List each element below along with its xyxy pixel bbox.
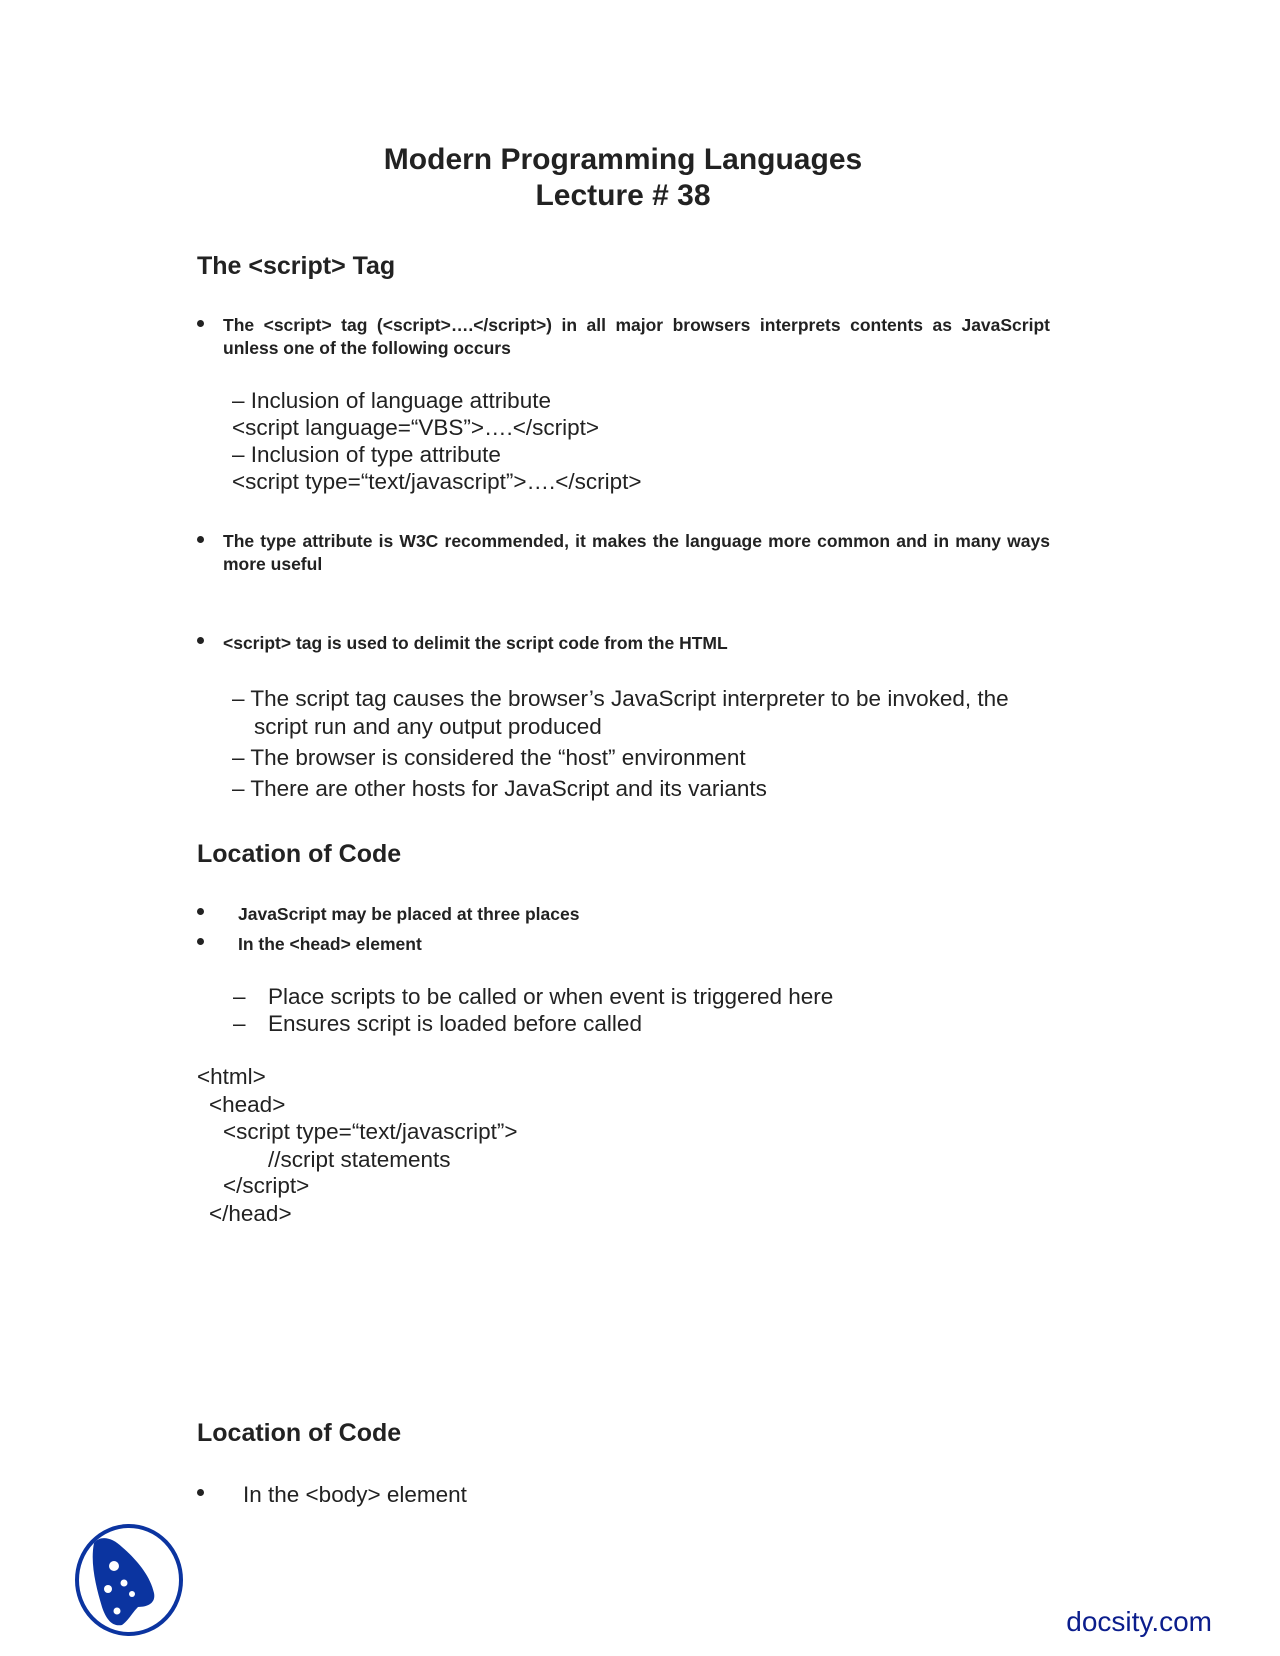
sub-item: – Inclusion of type attribute (232, 442, 501, 467)
sub-item: <script language=“VBS”>….</script> (232, 415, 600, 440)
code-line: <html> (197, 1064, 266, 1089)
section-heading: The <script> Tag (197, 252, 396, 280)
bullet-text: <script> tag is used to delimit the script code from the HTML (223, 633, 728, 653)
docsity-logo-icon (72, 1523, 186, 1637)
bullet-icon (197, 320, 204, 327)
code-line: </head> (209, 1201, 292, 1226)
bullet-icon (197, 908, 204, 915)
bullet-text: In the <body> element (243, 1482, 467, 1507)
sub-item: – The browser is considered the “host” environment (232, 745, 746, 770)
code-line: <head> (209, 1092, 286, 1117)
document-title: Modern Programming Languages (383, 143, 863, 176)
code-line: <script type=“text/javascript”> (223, 1119, 518, 1144)
code-line: //script statements (268, 1147, 451, 1172)
bullet-icon (197, 1489, 204, 1496)
dash: – (233, 984, 246, 1009)
dash: – (233, 1011, 246, 1036)
sub-item: Place scripts to be called or when event is triggered here (268, 984, 834, 1009)
sub-item: Ensures script is loaded before called (268, 1011, 642, 1036)
section-heading: Location of Code (197, 1419, 402, 1447)
sub-item: – Inclusion of language attribute (232, 388, 551, 413)
bullet-text: The type attribute is W3C recommended, it makes the language more common and in many ways more useful (223, 531, 1050, 574)
sub-item: <script type=“text/javascript”>….</script> (232, 469, 642, 494)
sub-item: – The script tag causes the browser’s JavaScript interpreter to be invoked, the (232, 686, 1009, 711)
section-heading: Location of Code (197, 840, 402, 868)
bullet-text: JavaScript may be placed at three places (238, 904, 580, 924)
sub-item: – There are other hosts for JavaScript and its variants (232, 776, 767, 801)
docsity-link[interactable]: docsity.com (1066, 1606, 1212, 1637)
bullet-text: In the <head> element (238, 934, 422, 954)
bullet-text: The <script> tag (<script>….</script>) in all major browsers interprets contents as JavaScript unless one of the following occurs (223, 315, 1050, 358)
sub-item: script run and any output produced (254, 714, 602, 739)
bullet-icon (197, 938, 204, 945)
bullet-icon (197, 536, 204, 543)
code-line: </script> (223, 1173, 310, 1198)
lecture-number: Lecture # 38 (535, 179, 711, 212)
bullet-icon (197, 637, 204, 644)
